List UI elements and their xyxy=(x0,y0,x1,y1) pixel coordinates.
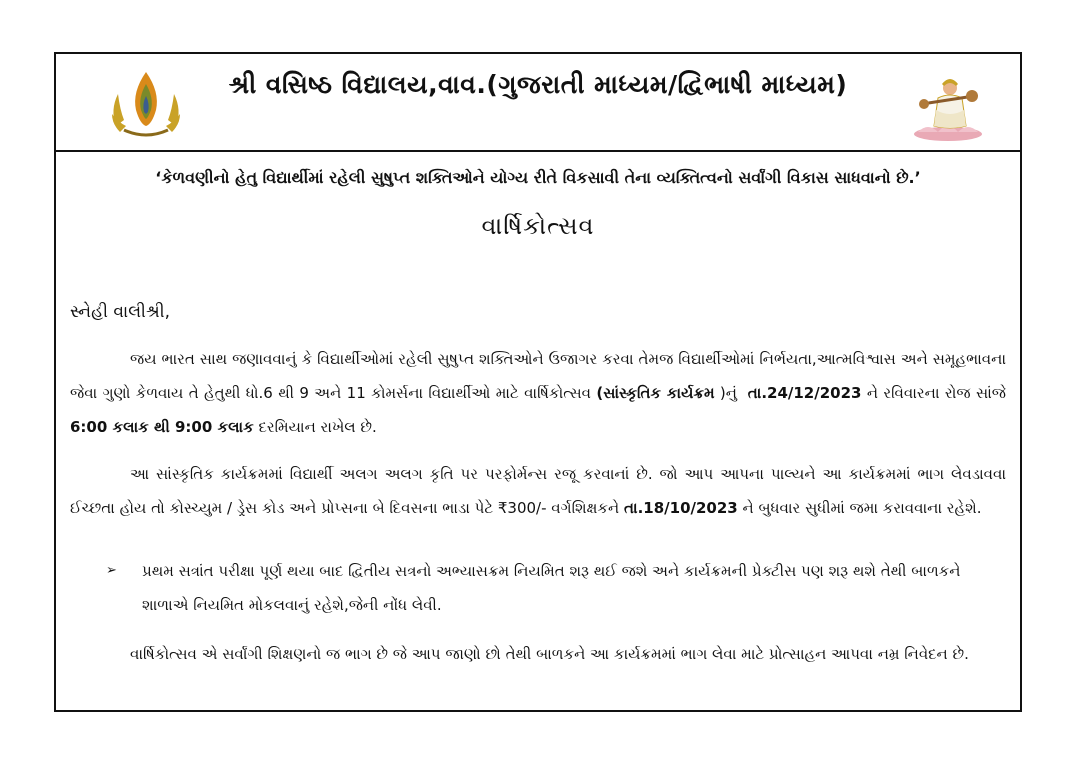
letter-frame xyxy=(54,52,1022,712)
event-time: 6:00 કલાક થી 9:00 કલાક xyxy=(70,418,254,436)
paragraph-costume-fee xyxy=(70,457,1006,525)
school-name: શ્રી વસિષ્ઠ વિદ્યાલય,વાવ.(ગુજરાતી માધ્યમ/દ્વિભાષી માધ્યમ) xyxy=(228,70,848,99)
bullet-note xyxy=(106,554,1006,622)
p2-text-a: આ સાંસ્કૃતિક કાર્યક્રમમાં વિદ્યાર્થી અલગ અલગ કૃતિ પર પરફોર્મન્સ રજૂ કરવાનાં છે. જો આપ આપના પાલ્યને આ કાર્યક્રમમાં ભાગ લેવડાવવા ઈચ્છતા હોય તો કોસ્ચ્યુમ / ડ્રેસ કોડ અને પ્રોપ્સના બે દિવસના ભાડા પેટે ₹300/- વર્ગશિક્ષકને xyxy=(70,465,1006,517)
motto: ‘કેળવણીનો હેતુ વિદ્યાર્થીમાં રહેલી સુષુપ્ત શક્તિઓને યોગ્ય રીતે વિકસાવી તેના વ્યક્તિત્વનો સર્વાંગી વિકાસ સાધવાનો છે.’ xyxy=(155,168,921,187)
letter-header xyxy=(56,54,1020,152)
saraswati-icon xyxy=(908,74,988,142)
school-logo-icon xyxy=(106,66,186,142)
p1-text-b: )નું xyxy=(719,384,737,402)
p1-text-c: ને રવિવારના રોજ સાંજે xyxy=(866,384,1006,402)
event-date: તા.24/12/2023 xyxy=(747,384,862,402)
paragraph-closing xyxy=(70,637,1006,671)
p1-text-d: દરમિયાન રાખેલ છે. xyxy=(258,418,377,436)
fee-due-date: તા.18/10/2023 xyxy=(623,499,738,517)
p3-text: વાર્ષિકોત્સવ એ સર્વાંગી શિક્ષણનો જ ભાગ છે જે આપ જાણો છો તેથી બાળકને આ કાર્યક્રમમાં ભાગ લેવા માટે પ્રોત્સાહન આપવા નમ્ર નિવેદન છે. xyxy=(130,645,969,663)
p2-text-b: ને બુધવાર સુધીમાં જમા કરાવવાના રહેશે. xyxy=(742,499,982,517)
bullet-text: પ્રથમ સત્રાંત પરીક્ષા પૂર્ણ થયા બાદ દ્વિતીય સત્રનો અભ્યાસક્રમ નિયમિત શરૂ થઈ જશે અને કાર્યક્રમની પ્રેક્ટીસ પણ શરૂ થશે તેથી બાળકને શાળાએ નિયમિત મોકલવાનું રહેશે,જેની નોંધ લેવી. xyxy=(142,562,961,614)
program-label: (સાંસ્કૃતિક કાર્યક્રમ xyxy=(596,384,715,402)
event-title: વાર્ષિકોત્સવ xyxy=(481,212,595,240)
arrow-bullet-icon: ➢ xyxy=(106,563,117,578)
p1-text-a: જય ભારત સાથ જણાવવાનું કે વિદ્યાર્થીઓમાં રહેલી સુષુપ્ત શક્તિઓને ઉજાગર કરવા તેમજ વિદ્યાર્થીઓમાં નિર્ભયતા,આત્મવિશ્વાસ અને સમૂહભાવના જેવા ગુણો કેળવાય તે હેતુથી ધો.6 થી 9 અને 11 કોમર્સના વિદ્યાર્થીઓ માટે વાર્ષિકોત્સવ xyxy=(70,350,1006,402)
paragraph-announcement xyxy=(70,342,1006,444)
salutation: સ્નેહી વાલીશ્રી, xyxy=(70,302,171,322)
